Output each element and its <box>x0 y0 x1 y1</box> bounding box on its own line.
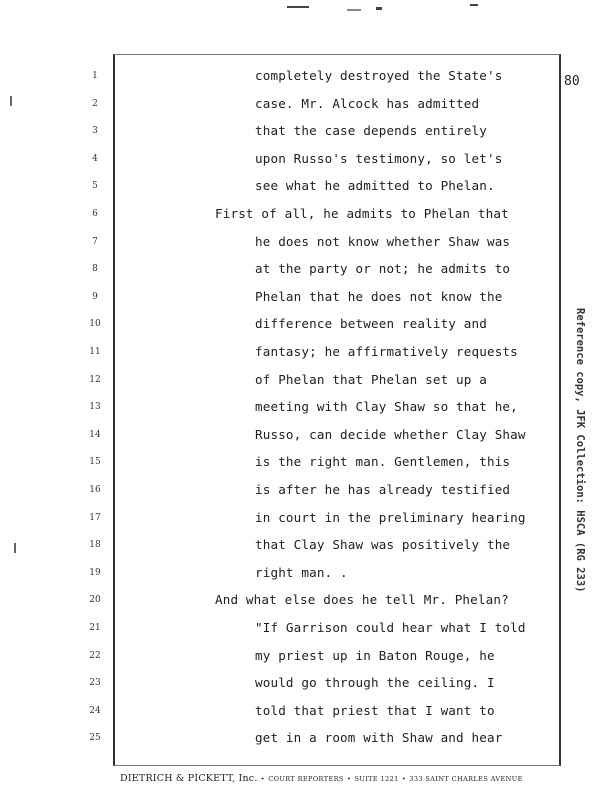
transcript-line: meeting with Clay Shaw so that he, <box>255 399 518 415</box>
line-number: 7 <box>92 236 98 247</box>
transcript-line: would go through the ceiling. I <box>255 675 495 691</box>
scan-speck <box>14 543 16 553</box>
footer-separator: • <box>347 775 352 783</box>
footer-suite: SUITE 1221 <box>354 775 399 783</box>
scan-speck <box>470 4 478 6</box>
line-number: 23 <box>89 678 101 689</box>
line-number: 19 <box>89 567 101 578</box>
transcript-line: difference between reality and <box>255 316 487 332</box>
reference-copy-note: Reference copy, JFK Collection: HSCA (RG 233) <box>574 308 586 593</box>
transcript-line: completely destroyed the State's <box>255 68 503 83</box>
line-number: 24 <box>89 705 101 716</box>
transcript-line: fantasy; he affirmatively requests <box>255 344 518 359</box>
transcript-line: that Clay Shaw was positively the <box>255 537 511 553</box>
transcript-line: get in a room with Shaw and hear <box>255 730 503 746</box>
transcript-line: he does not know whether Shaw was <box>255 233 511 249</box>
line-number: 15 <box>89 457 101 468</box>
line-number: 8 <box>92 264 98 275</box>
page-number: 80 <box>564 74 580 89</box>
scan-speck <box>376 7 382 10</box>
line-number: 25 <box>89 733 101 744</box>
transcript-line: And what else does he tell Mr. Phelan? <box>215 592 509 608</box>
line-number: 9 <box>92 291 98 302</box>
footer-address: 333 SAINT CHARLES AVENUE <box>409 775 523 783</box>
line-number: 12 <box>89 374 101 385</box>
transcript-line: of Phelan that Phelan set up a <box>255 371 487 387</box>
line-number: 4 <box>92 153 98 164</box>
line-number: 22 <box>89 650 101 661</box>
line-number: 13 <box>89 402 101 413</box>
line-number: 18 <box>89 540 101 551</box>
line-number: 6 <box>92 209 98 219</box>
scan-speck <box>287 6 309 8</box>
line-number: 21 <box>89 623 101 633</box>
footer-service: COURT REPORTERS <box>268 775 344 783</box>
line-number: 17 <box>89 512 101 523</box>
line-number: 14 <box>89 429 101 440</box>
transcript-line: upon Russo's testimony, so let's <box>255 150 503 166</box>
transcript-line: see what he admitted to Phelan. <box>255 178 495 194</box>
transcript-line: is the right man. Gentlemen, this <box>255 454 511 470</box>
line-number: 16 <box>89 485 101 495</box>
transcript-line: my priest up in Baton Rouge, he <box>255 647 495 663</box>
footer-separator: • <box>260 775 266 783</box>
transcript-line: at the party or not; he admits to <box>255 261 511 277</box>
footer-firm: DIETRICH & PICKETT, Inc. <box>120 773 258 784</box>
transcript-line: told that priest that I want to <box>255 702 495 718</box>
footer-separator: • <box>401 775 407 783</box>
scan-speck <box>347 9 361 11</box>
transcript-line: "If Garrison could hear what I told <box>255 620 526 635</box>
line-number: 10 <box>89 319 101 330</box>
line-number: 1 <box>92 71 98 81</box>
line-number: 5 <box>92 181 98 192</box>
line-number: 2 <box>92 98 98 109</box>
transcript-line: First of all, he admits to Phelan that <box>215 206 509 221</box>
scan-speck <box>10 96 12 106</box>
transcript-line: is after he has already testified <box>255 482 511 497</box>
footer <box>120 773 523 784</box>
transcript-line: Russo, can decide whether Clay Shaw <box>255 426 526 442</box>
transcript-line: case. Mr. Alcock has admitted <box>255 95 480 111</box>
line-number: 11 <box>89 347 101 357</box>
transcript-line: right man. . <box>255 564 348 580</box>
transcript-line: that the case depends entirely <box>255 123 487 139</box>
line-number: 20 <box>89 595 101 606</box>
transcript-line: Phelan that he does not know the <box>255 288 503 304</box>
line-number: 3 <box>92 126 98 137</box>
transcript-line: in court in the preliminary hearing <box>255 509 526 525</box>
